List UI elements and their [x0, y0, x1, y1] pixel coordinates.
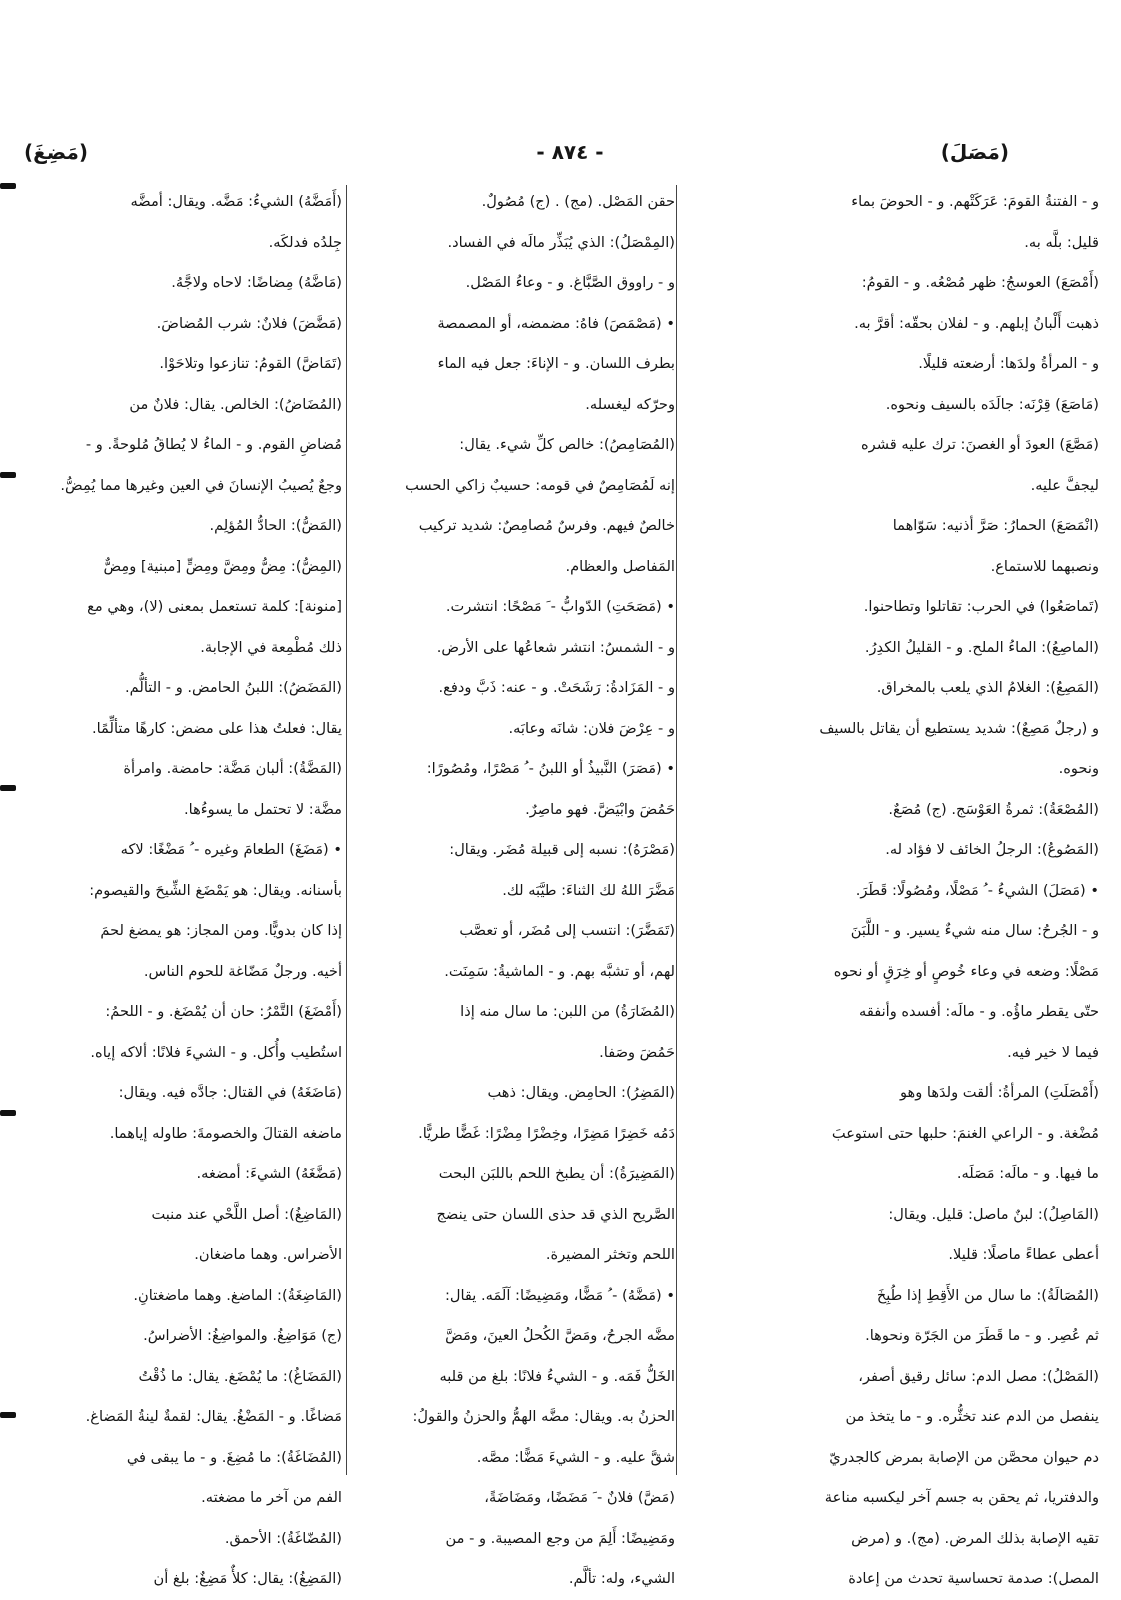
header-right-word: (مَصَلَ)	[940, 140, 1009, 164]
text-line: حَمُضَ وابْيَضَّ. فهو ماصِرٌ.	[525, 800, 675, 818]
text-line: (مَاصَعَ) قِرْنَه: جالَدَه بالسيف ونحوه.	[885, 395, 1099, 413]
text-line: (المَصْلُ): مصل الدم: سائل رقيق أصفر،	[858, 1367, 1099, 1385]
text-line: (أَمْضَغَ) التَّمْرُ: حان أن يُمْضَغ. و - اللحمُ:	[105, 1003, 342, 1020]
column-right	[679, 182, 1099, 1587]
text-line: و - راووق الصَّبَّاغ. و - وعاءُ المَصْل.	[465, 274, 675, 291]
text-line: والدفتريا، ثم يحقن به جسم آخر ليكسبه مناعة	[824, 1489, 1099, 1506]
text-line: (مَصَّعَ) العودَ أو الغصنَ: ترك عليه قشره	[861, 436, 1099, 453]
text-line: ذهبت أَلْبانُ إبلهم. و - لفلان بحقّه: أقرَّ به.	[854, 314, 1099, 332]
text-line: ومَضِيضًا: أَلِمَ من وجع المصيبة. و - من	[445, 1529, 675, 1547]
text-line: • (مَصْمَصَ) فاهُ: مضمضه، أو المصمصة	[437, 314, 675, 332]
column-left	[22, 182, 342, 1587]
text-line: اللحم وتخثر المضيرة.	[545, 1246, 675, 1263]
text-line: (المِضُّ): مِضُّ ومِضَّ ومِضٍّ [مبنية] ومِضٌّ	[103, 557, 342, 575]
margin-mark	[0, 472, 16, 478]
text-line: (المِمْصَلُ): الذي يُبَذِّر مالَه في الفساد.	[447, 233, 675, 251]
text-line: مضَّة: لا تحتمل ما يسوءُها.	[184, 800, 342, 818]
text-line: يقال: فعلتُ هذا على مضض: كارهًا متألِّمًا.	[91, 719, 342, 737]
text-line: حتّى يقطر ماؤُه. و - مالَه: أفسده وأنفقه	[859, 1003, 1099, 1020]
text-line: مضَّه الجرحُ، ومَضَّ الكُحلُ العينَ، ومَضَّ	[445, 1327, 675, 1344]
text-line: (ج) مَوَاضِغُ. والمواضِغُ: الأضراسُ.	[143, 1327, 342, 1344]
text-line: (المَضِرُ): الحامِض. ويقال: ذهب	[487, 1084, 675, 1101]
text-line: استُطيب وأُكل. و - الشيءَ فلانًا: ألاكه إياه.	[90, 1043, 342, 1061]
text-line: (المَضَاغُ): ما يُمْضَغ. يقال: ما ذُقْتُ	[138, 1367, 342, 1385]
margin-mark	[0, 785, 16, 791]
text-line: (المُضَاضُ): الخالص. يقال: فلانٌ من	[129, 395, 342, 413]
text-line: (المَصُوعُ): الرجلُ الخائف لا فؤاد له.	[885, 841, 1099, 858]
text-line: ليجفَّ عليه.	[1030, 476, 1099, 494]
text-line: (المَضَّةُ): ألبان مَضَّة: حامضة. وامرأة	[123, 760, 342, 777]
header-left-word: (مَضِغَ)	[24, 140, 89, 164]
text-line: أعطى عطاءً ماصلًا: قليلا.	[948, 1246, 1099, 1263]
text-line: بطرف اللسان. و - الإناءَ: جعل فيه الماء	[437, 355, 675, 372]
page-header	[0, 140, 1121, 176]
text-line: فيما لا خير فيه.	[1007, 1043, 1099, 1061]
text-line: مُضاضِ القوم. و - الماءُ لا يُطاقُ مُلوحةً. و -	[85, 436, 342, 453]
text-line: (تَمَاضَّ) القومُ: تنازعوا وتلاحَوْا.	[159, 355, 342, 372]
column-middle	[355, 182, 675, 1587]
text-line: (مَضَّضَ) فلانٌ: شرب المُضاضَ.	[156, 314, 342, 332]
text-line: • (مَضَغَ) الطعامَ وغيره - ُ مَضْغًا: لاكه	[120, 841, 342, 858]
text-line: (أَمْصَعَ) العوسجُ: ظهر مُصْعُه. و - القومُ:	[861, 274, 1099, 291]
margin-mark	[0, 1412, 16, 1418]
text-line: قليل: بلَّه به.	[1024, 233, 1099, 251]
text-line: ونصبهما للاستماع.	[990, 557, 1099, 575]
text-line: ماضغه القتالَ والخصومةَ: طاوله إياهما.	[109, 1124, 342, 1142]
text-line: ثم عُصِر. و - ما قَطَرَ من الجَرّة ونحوها.	[865, 1327, 1099, 1344]
text-line: ذلك مُطْمِعة في الإجابة.	[200, 638, 342, 656]
text-line: (تَمَضَّرَ): انتسب إلى مُضَر، أو تعصَّب	[459, 922, 675, 939]
text-line: (أَمْصَلَتِ) المرأةُ: ألقت ولدَها وهو	[899, 1084, 1099, 1101]
text-line: (مَاضَّهُ) مِضاضًا: لاحاه ولاجَّهُ.	[171, 274, 342, 291]
text-line: (المَاضِغَةُ): الماضغ. وهما ماضغتانِ.	[133, 1286, 342, 1304]
text-line: • (مَصَرَ) النَّبيذُ أو اللبنُ - ُ مَصْرًا، ومُصُورًا:	[426, 760, 675, 777]
text-line: (المُضّاغَةُ): الأحمق.	[224, 1529, 342, 1547]
text-line: ونحوه.	[1058, 760, 1099, 777]
text-line: (المَضِغُ): يقال: كلأٌ مَضِغٌ: بلغ أن	[153, 1570, 342, 1587]
text-line: (مَضَّ) فلانٌ - َ مَضَضًا، ومَضَاضَةً،	[484, 1489, 675, 1506]
text-line: وجعٌ يُصيبُ الإنسانَ في العين وغيرها مما يُمِضُّ.	[60, 476, 342, 494]
text-line: • (مَصَلَ) الشيءُ - ُ مَصْلًا، ومُصُولًا: قَطَرَ.	[855, 881, 1099, 899]
text-line: حَمُضَ وصَفا.	[599, 1043, 675, 1061]
text-line: (مَاضَغَهُ) في القتال: جادَّه فيه. ويقال:	[118, 1084, 342, 1101]
text-line: الصَّريح الذي قد حذى اللسان حتى ينضج	[436, 1205, 675, 1223]
text-line: دم حيوان محصَّن من الإصابة بمرض كالجدريّ	[829, 1448, 1099, 1466]
text-line: خالصٌ فيهم. وفرسٌ مُصامِصٌ: شديد تركيب	[418, 517, 675, 534]
text-line: إذا كان بدويًّا. ومن المجاز: هو يمضغ لحمَ	[100, 922, 342, 939]
text-line: (أَمَضَّهُ) الشيءُ: مَضَّه. ويقال: أمضَّه	[130, 193, 342, 210]
text-line: (المَضِيرَةُ): أن يطبخ اللحم باللبَن البحت	[438, 1165, 675, 1182]
text-line: المَفاصل والعظام.	[565, 557, 675, 575]
text-line: و - المرأةُ ولدَها: أرضعته قليلًا.	[918, 355, 1099, 372]
text-line: (المُصَالَةُ): ما سال من الأَقِطِ إذا طُبِخَ	[876, 1286, 1099, 1304]
text-line: مَضَّرَ اللهُ لك الثناءَ: طيَّبَه لك.	[502, 881, 675, 899]
text-line: [منونة]: كلمة تستعمل بمعنى (لا)، وهي مع	[87, 598, 342, 615]
text-line: (المَضُّ): الحادُّ المُؤلِم.	[209, 517, 342, 534]
text-line: و - الجُرحُ: سال منه شيءٌ يسير. و - اللَّبَنَ	[850, 922, 1099, 939]
text-line: أخيه. ورجلٌ مَضّاغة للحوم الناس.	[143, 962, 342, 980]
text-line: ما فيها. و - مالَه: مَصَلَه.	[956, 1165, 1099, 1182]
text-line: ينفصل من الدم عند تخثُّره. و - ما يتخذ من	[845, 1408, 1099, 1425]
text-line: المصل): صدمة تحساسية تحدث من إعادة	[848, 1570, 1099, 1587]
text-line: الأضراس. وهما ماضغان.	[194, 1246, 342, 1263]
text-line: (المُضَاغَةُ): ما مُضِغَ. و - ما يبقى في	[126, 1448, 342, 1466]
text-line: (المَاصِلُ): لبنٌ ماصل: قليل. ويقال:	[888, 1205, 1099, 1223]
text-line: (انْمَصَعَ) الحمارُ: صَرَّ أذنيه: سَوّاهما	[892, 517, 1099, 534]
text-line: • (مَضَّهُ) - ُ مَضًّا، ومَضِيضًا: آلَمَه. يقال:	[444, 1286, 675, 1304]
text-line: و - الفتنةُ القومَ: عَرَكَتْهم. و - الحوضَ بماء	[851, 193, 1099, 210]
text-line: الخَلُّ فَمَه. و - الشيءُ فلانًا: بلغ من قلبه	[439, 1367, 675, 1385]
text-line: و (رجلٌ مَصِعٌ): شديد يستطيع أن يقاتل بالسيف	[819, 719, 1099, 737]
text-line: (المُضَارَةُ) من اللبن: ما سال منه إذا	[460, 1003, 675, 1020]
text-line: (تَماصَعُوا) في الحرب: تقاتلوا وتطاحنوا.	[863, 598, 1099, 615]
text-line: مُضْغة. و - الراعي الغنمَ: حلبها حتى استوعبَ	[831, 1124, 1099, 1142]
text-line: إنه لَمُصَامِصٌ في قومه: حسيبٌ زاكي الحسب	[405, 476, 675, 494]
text-line: لهم، أو تشبَّه بهم. و - الماشيةُ: سَمِنَت.	[444, 962, 675, 980]
text-line: (مَضَّغَهُ) الشيءَ: أمضغه.	[196, 1165, 342, 1182]
text-line: بأسنانه. ويقال: هو يَمْضَغ الشِّيحَ والقيصوم:	[89, 881, 342, 899]
text-line: حقن المَصْل. (مج) . (ج) مُصُولٌ.	[481, 193, 675, 210]
text-line: (المُصْعَةُ): ثمرةُ العَوْسَج. (ج) مُصَعٌ.	[888, 800, 1099, 818]
text-line: و - عِرْضَ فلان: شانَه وعابَه.	[508, 719, 675, 737]
text-line: دَمُه خَضِرًا مَضِرًا، وخِضْرًا مِضْرًا: غَضًّا طريًّا.	[418, 1124, 675, 1142]
column-divider	[676, 185, 677, 1475]
text-line: شقَّ عليه. و - الشيءَ مَضًّا: مصَّه.	[476, 1448, 675, 1466]
text-line: و - المَزَادةُ: رَشَحَتْ. و - عنه: ذَبَّ ودفع.	[438, 679, 675, 696]
text-line: تقيه الإصابة بذلك المرض. (مج). و (مرض	[851, 1529, 1099, 1547]
text-line: وحرّكه ليغسله.	[585, 395, 675, 413]
text-line: (الماصِعُ): الماءُ الملح. و - القليلُ الكدِرُ.	[864, 638, 1099, 656]
text-line: (المُصَامِصُ): خالص كلِّ شيء. يقال:	[459, 436, 675, 453]
text-line: مَضاغًا. و - المَضْغُ. يقال: لقمةٌ لينةُ المَضاغ.	[85, 1408, 342, 1425]
text-line: مَصْلًا: وضعه في وعاء خُوصٍ أو خِرَقٍ أو نحوه	[833, 962, 1099, 980]
text-line: (المَضَضُ): اللبنُ الحامض. و - التألُّم.	[125, 679, 342, 696]
text-line: (مَصْرَهُ): نسبه إلى قبيلة مُضَر. ويقال:	[449, 841, 675, 858]
text-line: (المَصِعُ): الغلامُ الذي يلعب بالمخراق.	[876, 679, 1099, 696]
text-line: (المَاضِغُ): أصل اللَّحْي عند منبت	[151, 1205, 342, 1223]
text-line: • (مَصَحَتِ) الدّوابُّ - َ مَصْحًا: انتشرت.	[445, 598, 675, 615]
text-line: الشيء، وله: تألَّم.	[568, 1570, 675, 1587]
text-line: الحزنُ به. ويقال: مضَّه الهمُّ والحزنُ والقولُ:	[412, 1408, 675, 1425]
page-number: - ٨٧٤ -	[536, 140, 604, 164]
margin-mark	[0, 183, 16, 189]
text-line: الفم من آخر ما مضغته.	[201, 1489, 342, 1506]
text-line: و - الشمسُ: انتشر شعاعُها على الأرض.	[436, 638, 675, 656]
text-line: جِلدُه فدلكَه.	[268, 233, 342, 251]
column-divider	[346, 185, 347, 1475]
margin-mark	[0, 1110, 16, 1116]
